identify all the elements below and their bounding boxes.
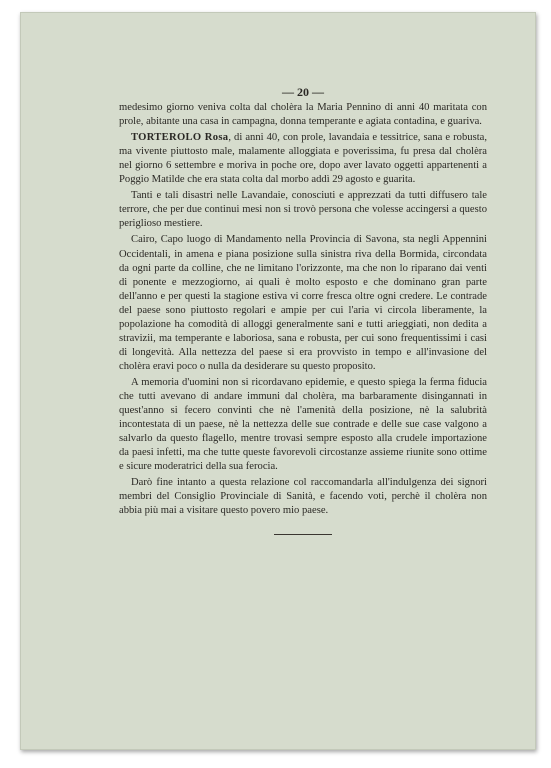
- paragraph-2-text: , di anni 40, con prole, lavandaia e tessitrice, sana e robusta, ma vivente piuttosto male, malamente alloggiata e poverissima, fu presa dal cholèra nel giorno 6 settembre e moriva in poche ore, dopo aver lavato oggetti appartenenti a Poggio Matilde che era stata colta dal morbo addì 29 agosto e guarita.: [119, 132, 487, 186]
- page-content: [119, 85, 487, 535]
- paragraph-5: [119, 376, 487, 474]
- paragraph-4: [119, 233, 487, 373]
- paragraph-5-text: A memoria d'uomini non si ricordavano epidemie, e questo spiega la ferma fiducia che tutti avevano di andare immuni dal cholèra, ma barbaramente disingannati in quest'anno si fecero convinti che nè l'amenità della posizione, nè la salubrità incontestata di un paese, nè la nettezza delle sue contrade e delle sue case valgono a salvarlo da questo flagello, mentre trovasi sempre esposto alla crudele importazione da paesi infetti, ma che tutte queste favorevoli circostanze assieme riunite sono ottime e sicure moderatrici della sua ferocia.: [119, 376, 487, 473]
- paragraph-1-text: medesimo giorno veniva colta dal cholèra la Maria Pennino di anni 40 maritata con prole, abitante una casa in campagna, donna temperante e agiata contadina, e guariva.: [119, 102, 487, 128]
- paragraph-3-text: Tanti e tali disastri nelle Lavandaie, conosciuti e apprezzati da tutti diffusero tale terrore, che per due continui mesi non si trovò persona che volesse accingersi a questo periglioso mestiere.: [119, 190, 487, 230]
- paragraph-4-text: Cairo, Capo luogo di Mandamento nella Provincia di Savona, sta negli Appennini Occidentali, in amena e piana posizione sulla sinistra riva della Bormida, circondata da ogni parte da colline, che ne limitano l'orizzonte, ma che non lo riparano dai venti di ponente e mezzogiorno, ai quali è molto esposto e che dominano gran parte dell'anno e per questi la stagione estiva vi corre fresca oltre ogni credere. Le contrade del paese sono piuttosto regolari e ampie per cui l'aria vi circola liberamente, la popolazione ha comodità di alloggi generalmente sani e tutti arieggiati, non dedita a stravizii, ma temperante e laboriosa, sana e robusta, per cui sono frequentissimi i casi di longevità. Alla nettezza del paese si era provvisto in tempo e all'invasione del cholèra eravi poco o nulla da desiderare su questo proposito.: [119, 234, 487, 372]
- paragraph-3: [119, 189, 487, 231]
- paragraph-6-text: Darò fine intanto a questa relazione col raccomandarla all'indulgenza dei signori membri del Consiglio Provinciale di Sanità, e facendo voti, perchè il cholèra non abbia più mai a visitare questo povero mio paese.: [119, 477, 487, 517]
- page-number: — 20 —: [282, 85, 324, 99]
- document-page: [20, 12, 536, 750]
- paragraph-1: [119, 101, 487, 129]
- person-name: TORTEROLO Rosa: [131, 132, 229, 144]
- paragraph-6: [119, 476, 487, 518]
- end-rule: [274, 534, 332, 535]
- paragraph-2: [119, 131, 487, 187]
